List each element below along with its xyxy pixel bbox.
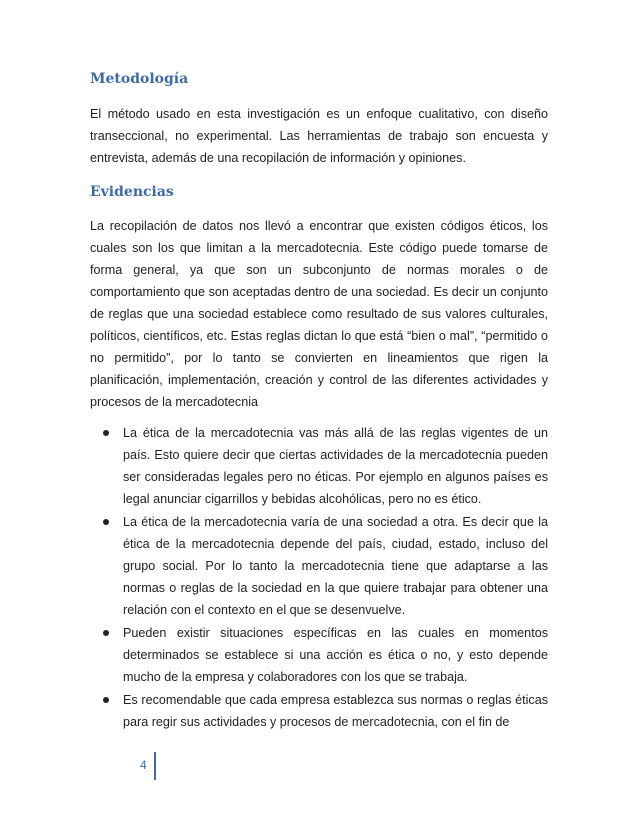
page-number: 4 <box>140 758 147 772</box>
list-item <box>90 422 548 510</box>
page-footer <box>0 752 638 782</box>
paragraph-evidencias: La recopilación de datos nos llevó a encontrar que existen códigos éticos, los cuales son los que limitan a la mercadotecnia. Este código puede tomarse de forma general, ya que son un subconjunto de normas morales o de comportamiento que son aceptadas dentro de una sociedad. Es decir un conjunto de reglas que una sociedad establece como resultado de sus valores culturales, políticos, científicos, etc. Estas reglas dictan lo que está “bien o mal”, “permitido o no permitido”, por lo tanto se convierten en lineamientos que rigen la planificación, implementación, creación y control de las diferentes actividades y procesos de la mercadotecnia <box>90 219 548 409</box>
list-item-text: Pueden existir situaciones específicas en las cuales en momentos determinados se establece si una acción es ética o no, y esto depende mucho de la empresa y colaboradores con los que se trabaja. <box>123 626 548 684</box>
paragraph-metodologia: El método usado en esta investigación es un enfoque cualitativo, con diseño transeccional, no experimental. Las herramientas de trabajo son encuesta y entrevista, además de una recopilación de información y opiniones. <box>90 107 548 165</box>
bullet-dot-icon <box>103 697 109 703</box>
page-content <box>90 62 548 734</box>
footer-rule <box>154 752 156 780</box>
list-item-text: La ética de la mercadotecnia vas más allá de las reglas vigentes de un país. Esto quiere decir que ciertas actividades de la mercadotecnia pueden ser consideradas legales pero no éticas. Por ejemplo en algunos países es legal anunciar cigarrillos y bebidas alcohólicas, pero no es ético. <box>123 426 548 506</box>
list-item <box>90 622 548 688</box>
list-item-text: Es recomendable que cada empresa establezca sus normas o reglas éticas para regir sus actividades y procesos de mercadotecnia, con el fin de <box>123 693 548 729</box>
list-item-text: La ética de la mercadotecnia varía de una sociedad a otra. Es decir que la ética de la mercadotecnia depende del país, ciudad, estado, incluso del grupo social. Por lo tanto la mercadotecnia tiene que adaptarse a las normas o reglas de la sociedad en la que quiere trabajar para obtener una relación con el contexto en el que se desenvuelve. <box>123 515 548 617</box>
bullet-dot-icon <box>103 519 109 525</box>
heading-evidencias: Evidencias <box>90 184 174 200</box>
list-item <box>90 689 548 733</box>
heading-metodologia: Metodología <box>90 71 189 87</box>
bullet-dot-icon <box>103 430 109 436</box>
bullet-list <box>90 422 548 733</box>
list-item <box>90 511 548 621</box>
bullet-dot-icon <box>103 630 109 636</box>
